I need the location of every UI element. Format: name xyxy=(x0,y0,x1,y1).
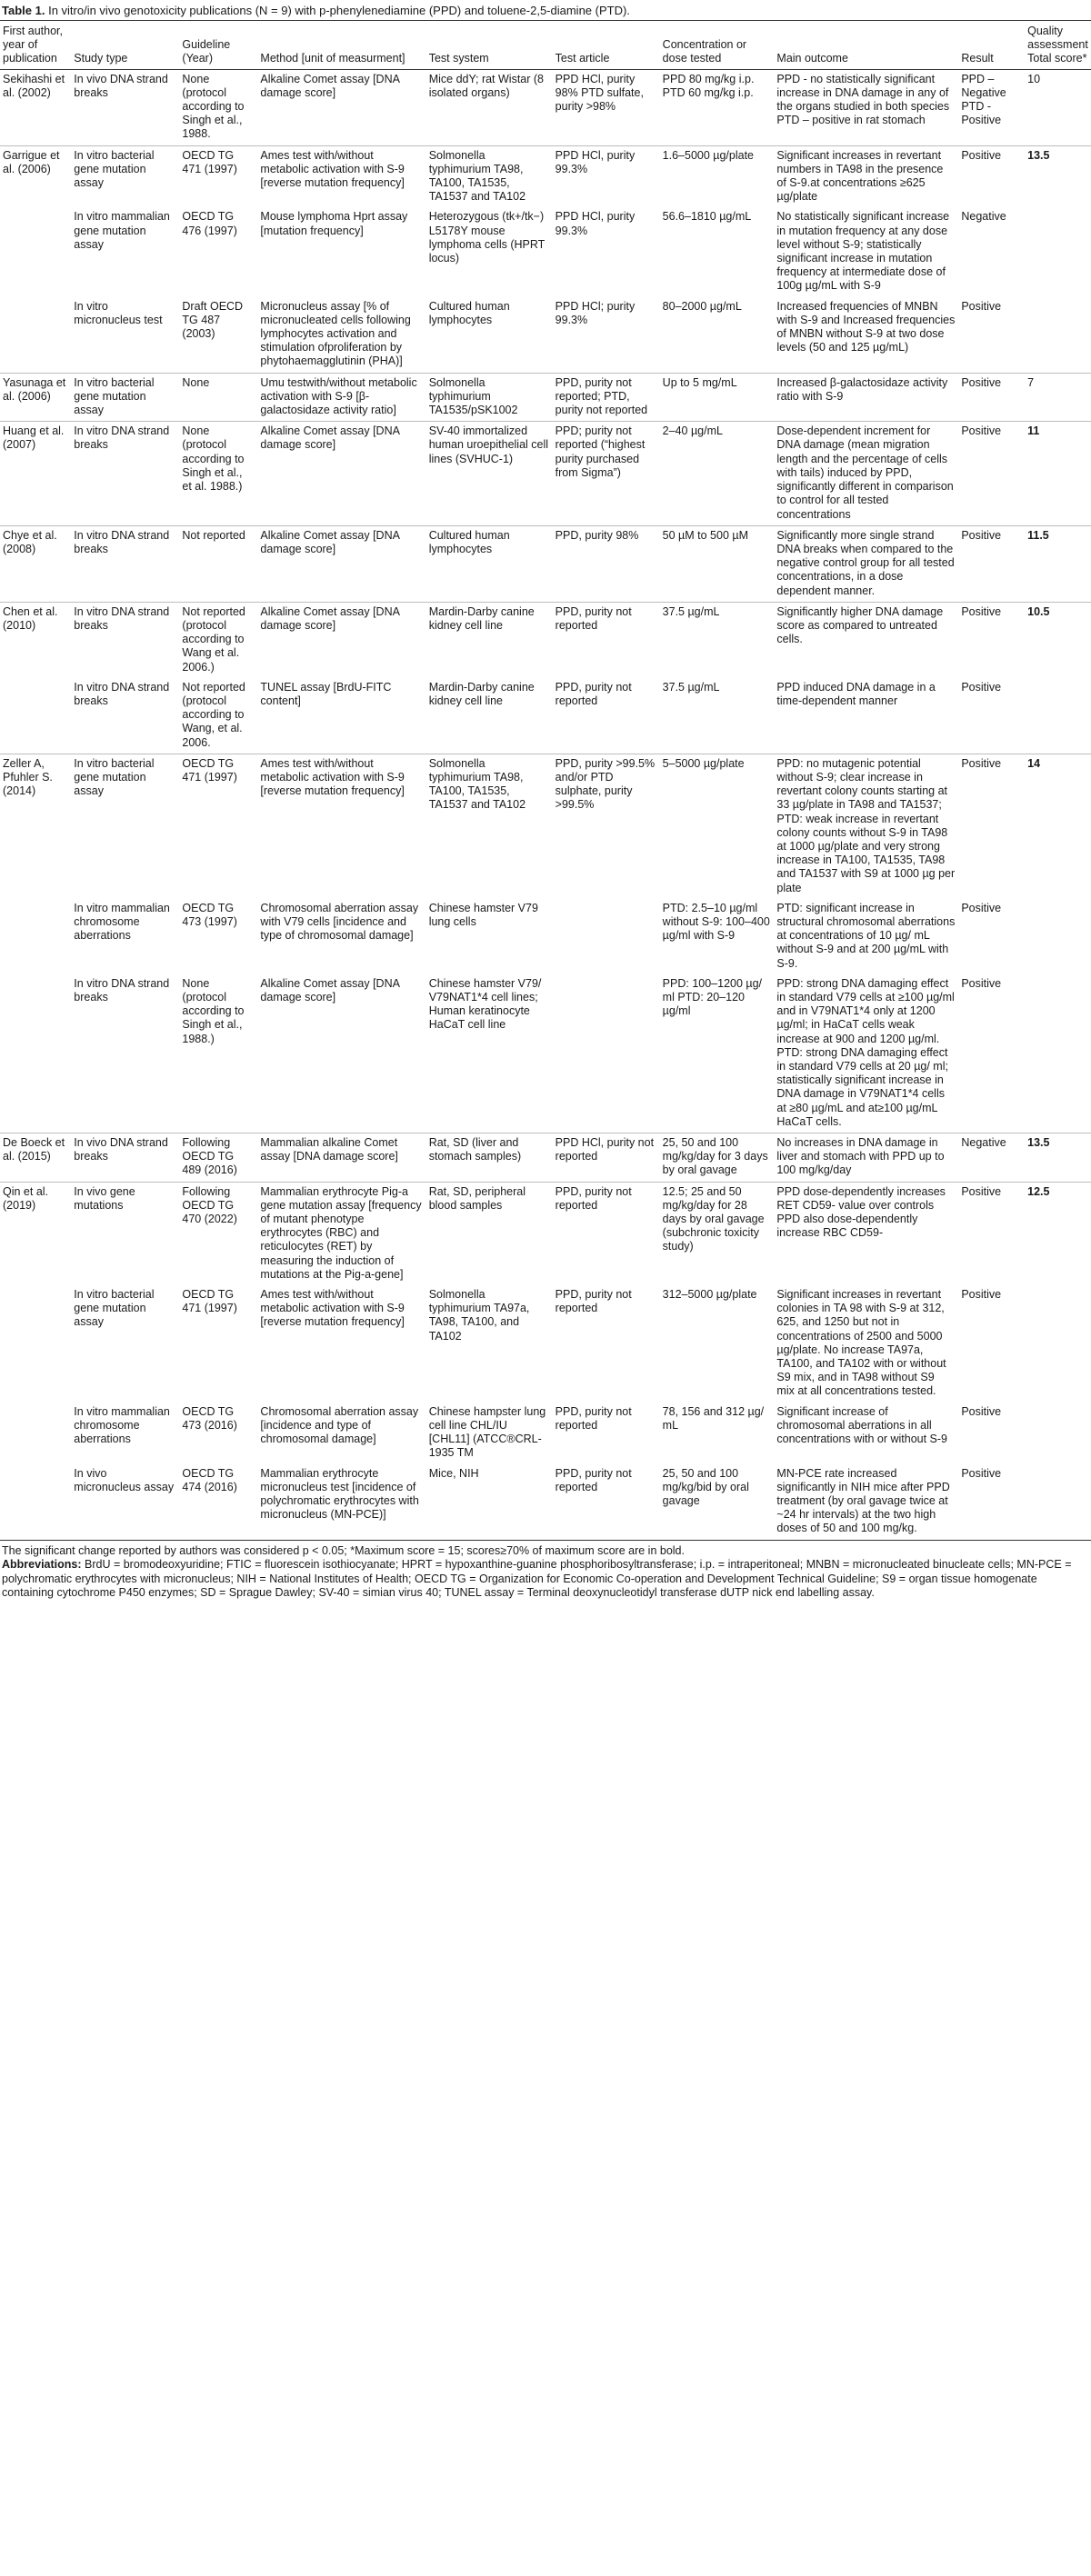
test-system-cell: Mardin-Darby canine kidney cell line xyxy=(426,602,553,678)
main-outcome-cell xyxy=(774,754,958,899)
concentration-cell: 25, 50 and 100 mg/kg/bid by oral gavage xyxy=(662,1466,749,1507)
table-row xyxy=(0,602,1091,678)
study-type-cell: In vivo DNA strand breaks xyxy=(71,1133,179,1183)
quality-score-cell: 13.5 xyxy=(1025,145,1091,207)
test-system-cell: Solmonella typhimurium TA98, TA100, TA1535, TA1537 and TA102 xyxy=(426,145,553,207)
study-type-cell: In vitro mammalian chromosome aberrations xyxy=(74,1404,170,1446)
author-cell: Zeller A, Pfuhler S. (2014) xyxy=(0,754,71,899)
result-cell: Positive xyxy=(961,680,1002,694)
guideline-cell: None xyxy=(179,373,257,422)
result-cell: Positive xyxy=(961,976,1002,990)
result-cell: Positive xyxy=(958,525,1025,602)
author-cell xyxy=(0,207,71,296)
result-cell: Negative xyxy=(961,210,1006,224)
col-test-system-header: Test system xyxy=(426,21,553,70)
col-author-header: First author, year of publication xyxy=(0,21,71,70)
test-system-cell: Chinese hamster V79 lung cells xyxy=(428,901,538,928)
outcome-line: Significantly more single strand DNA breaks when compared to the negative control group for all tested concentrations, in a dose dependent manner. xyxy=(776,528,955,597)
guideline-cell: OECD TG 473 (2016) xyxy=(182,1404,237,1432)
test-system-cell: SV-40 immortalized human uroepithelial cell lines (SVHUC-1) xyxy=(426,422,553,525)
table-row xyxy=(0,207,1091,296)
main-outcome-cell xyxy=(774,1464,958,1540)
method-cell: Mammalian erythrocyte micronucleus test [incidence of polychromatic erythrocytes with micronucleus (MN-PCE)] xyxy=(260,1466,419,1522)
test-article-cell: PPD, purity not reported xyxy=(555,1288,632,1315)
quality-score-cell xyxy=(1025,974,1091,1133)
test-system-cell: Mice ddY; rat Wistar (8 isolated organs) xyxy=(428,72,545,99)
result-cell: Negative xyxy=(958,1133,1025,1183)
concentration-cell: PPD 80 mg/kg i.p. PTD 60 mg/kg i.p. xyxy=(662,72,755,99)
author-cell: Chye et al. (2008) xyxy=(0,525,71,602)
author-cell xyxy=(0,1285,71,1403)
guideline-cell: None (protocol according to Singh et al., 1988.) xyxy=(182,976,245,1045)
guideline-cell: OECD TG 473 (1997) xyxy=(182,901,237,928)
method-cell: Micronucleus assay [% of micronucleated cells following lymphocytes activation and stimulation ofproliferation by phytohaemagglutinin (PHA)] xyxy=(260,299,411,368)
concentration-cell: PTD: 2.5–10 µg/ml without S-9: 100–400 µg/ml with S-9 xyxy=(662,901,770,943)
result-cell: Positive xyxy=(958,422,1025,525)
quality-score-cell: 12.5 xyxy=(1025,1182,1091,1285)
test-article-cell xyxy=(553,899,660,974)
study-type-cell: In vitro DNA strand breaks xyxy=(71,422,179,525)
study-type-cell: In vitro mammalian gene mutation assay xyxy=(74,210,170,251)
main-outcome-cell xyxy=(774,69,958,145)
table-row xyxy=(0,1182,1091,1285)
main-outcome-cell xyxy=(774,373,958,422)
guideline-cell: OECD TG 474 (2016) xyxy=(182,1466,237,1493)
test-system-cell: Chinese hampster lung cell line CHL/IU [CHL11] (ATCC®CRL-1935 TM xyxy=(428,1404,546,1460)
quality-score-cell xyxy=(1025,1464,1091,1540)
method-cell: Alkaline Comet assay [DNA damage score] xyxy=(260,976,400,1003)
result-cell: Positive xyxy=(958,602,1025,678)
outcome-line: No statistically significant increase in mutation frequency at any dose level without S-9; statistically significant increase in mutation frequency at intermediate dose of 100g µg/mL with S-9 xyxy=(776,210,950,293)
main-outcome-cell xyxy=(774,899,958,974)
guideline-cell: Not reported (protocol according to Wang et al. 2006.) xyxy=(179,602,257,678)
guideline-cell: Not reported (protocol according to Wang, et al. 2006. xyxy=(182,680,245,749)
concentration-cell: 12.5; 25 and 50 mg/kg/day for 28 days by oral gavage (subchronic toxicity study) xyxy=(660,1182,775,1285)
outcome-line: PTD: weak increase in revertant colony counts without S-9 in TA98 at 1000 µg/plate and very strong increase in TA100, TA1535, TA98 and TA1537 with S9 at 1000 µg per plate xyxy=(776,812,956,894)
result-cell: Positive xyxy=(958,1182,1025,1285)
quality-score-cell: 11 xyxy=(1025,422,1091,525)
result-cell: Positive xyxy=(958,754,1025,899)
table-row xyxy=(0,69,1091,145)
col-study-type-header: Study type xyxy=(71,21,179,70)
test-article-cell: PPD HCl, purity not reported xyxy=(553,1133,660,1183)
concentration-cell: PPD: 100–1200 µg/ ml PTD: 20–120 µg/ml xyxy=(662,976,763,1018)
test-system-cell: Mardin-Darby canine kidney cell line xyxy=(428,680,535,707)
table-row xyxy=(0,525,1091,602)
table-row xyxy=(0,373,1091,422)
method-cell: Mouse lymphoma Hprt assay [mutation frequency] xyxy=(260,210,408,237)
author-cell: Chen et al. (2010) xyxy=(0,602,71,678)
concentration-cell: 37.5 µg/mL xyxy=(660,602,775,678)
test-system-cell: Rat, SD, peripheral blood samples xyxy=(426,1182,553,1285)
col-guideline-header: Guideline (Year) xyxy=(179,21,257,70)
main-outcome-cell xyxy=(774,525,958,602)
method-cell: Umu testwith/without metabolic activation with S-9 [β-galactosidaze activity ratio] xyxy=(257,373,425,422)
author-cell xyxy=(0,297,71,374)
test-article-cell: PPD; purity not reported (“highest purity purchased from Sigma”) xyxy=(553,422,660,525)
guideline-cell: Following OECD TG 470 (2022) xyxy=(179,1182,257,1285)
outcome-line: Significantly higher DNA damage score as compared to untreated cells. xyxy=(776,604,944,646)
main-outcome-cell xyxy=(774,297,958,374)
outcome-line: Significant increases in revertant numbers in TA98 in the presence of S-9.at concentrations ≥625 µg/plate xyxy=(776,148,944,204)
test-article-cell: PPD, purity not reported xyxy=(553,602,660,678)
outcome-line: PPD - no statistically significant increase in DNA damage in any of the organs studied in both species xyxy=(776,72,950,114)
test-article-cell xyxy=(553,974,660,1133)
table-row xyxy=(0,1403,1091,1464)
quality-score-cell xyxy=(1025,207,1091,296)
table-row xyxy=(0,1133,1091,1183)
table-title: In vitro/in vivo genotoxicity publications (N = 9) with p-phenylenediamine (PPD) and toluene-2,5-diamine (PTD). xyxy=(48,4,630,17)
method-cell: Alkaline Comet assay [DNA damage score] xyxy=(257,602,425,678)
main-outcome-cell xyxy=(774,1285,958,1403)
study-type-cell: In vitro bacterial gene mutation assay xyxy=(71,754,179,899)
method-cell: Alkaline Comet assay [DNA damage score] xyxy=(257,422,425,525)
table-header xyxy=(0,21,1091,70)
guideline-cell: None (protocol according to Singh et al., et al. 1988.) xyxy=(179,422,257,525)
test-article-cell: PPD, purity not reported; PTD, purity not reported xyxy=(553,373,660,422)
main-outcome-cell xyxy=(774,422,958,525)
method-cell: Ames test with/without metabolic activation with S-9 [reverse mutation frequency] xyxy=(260,1288,405,1329)
method-cell: Mammalian alkaline Comet assay [DNA damage score] xyxy=(257,1133,425,1183)
test-system-cell: Rat, SD (liver and stomach samples) xyxy=(426,1133,553,1183)
table-row xyxy=(0,754,1091,899)
table-row xyxy=(0,297,1091,374)
result-cell: Positive xyxy=(961,299,1002,313)
main-outcome-cell xyxy=(774,207,958,296)
guideline-cell: OECD TG 471 (1997) xyxy=(179,145,257,207)
author-cell xyxy=(0,1403,71,1464)
test-article-cell: PPD HCl, purity 99.3% xyxy=(553,145,660,207)
test-system-cell: Cultured human lymphocytes xyxy=(428,299,510,326)
outcome-line: Dose-dependent increment for DNA damage (mean migration length and the percentage of cells with tails) induced by PPD, significantly different in comparison to control for all tested concentrations xyxy=(776,424,954,521)
study-type-cell: In vitro bacterial gene mutation assay xyxy=(71,373,179,422)
test-system-cell: Mice, NIH xyxy=(428,1466,479,1480)
study-type-cell: In vitro DNA strand breaks xyxy=(74,976,170,1003)
table-notes xyxy=(0,1540,1091,1601)
author-cell xyxy=(0,899,71,974)
table-row xyxy=(0,974,1091,1133)
result-cell: Positive xyxy=(961,1404,1002,1418)
concentration-cell: 56.6–1810 µg/mL xyxy=(662,210,752,224)
test-article-cell: PPD, purity not reported xyxy=(553,1182,660,1285)
quality-score-cell: 13.5 xyxy=(1025,1133,1091,1183)
result-cell: Positive xyxy=(961,1466,1002,1480)
col-main-outcome-header: Main outcome xyxy=(774,21,958,70)
guideline-cell: Not reported xyxy=(179,525,257,602)
result-cell: Positive xyxy=(958,373,1025,422)
main-outcome-cell xyxy=(774,602,958,678)
quality-score-cell xyxy=(1025,899,1091,974)
method-cell: Alkaline Comet assay [DNA damage score] xyxy=(257,525,425,602)
outcome-line: PPD: no mutagenic potential without S-9; clear increase in revertant colony counts starting at 33 µg/plate in TA98 and TA1537; xyxy=(776,756,948,812)
concentration-cell: 25, 50 and 100 mg/kg/day for 3 days by oral gavage xyxy=(660,1133,775,1183)
test-article-cell: PPD, purity not reported xyxy=(555,680,632,707)
study-type-cell: In vitro bacterial gene mutation assay xyxy=(71,145,179,207)
table-row xyxy=(0,422,1091,525)
table-row xyxy=(0,678,1091,754)
concentration-cell: Up to 5 mg/mL xyxy=(660,373,775,422)
concentration-cell: 1.6–5000 µg/plate xyxy=(660,145,775,207)
guideline-cell: OECD TG 471 (1997) xyxy=(182,1288,237,1315)
author-cell: Huang et al. (2007) xyxy=(0,422,71,525)
concentration-cell: 78, 156 and 312 µg/ mL xyxy=(662,1404,765,1432)
main-outcome-cell xyxy=(774,1182,958,1285)
guideline-cell: Following OECD TG 489 (2016) xyxy=(179,1133,257,1183)
genotoxicity-table xyxy=(0,20,1091,1540)
author-cell xyxy=(0,1464,71,1540)
result-cell: PPD – Negative PTD - Positive xyxy=(961,72,1006,127)
abbreviations-note xyxy=(2,1558,1089,1601)
table-caption xyxy=(0,0,1091,20)
outcome-line: PTD: strong DNA damaging effect in standard V79 cells at 20 µg/ ml; statistically significant increase in DNA damage in V79NAT1*4 cells at ≥80 µg/mL and at≥100 µg/mL HaCaT cells. xyxy=(776,1045,948,1128)
author-cell xyxy=(0,678,71,754)
table-row xyxy=(0,1285,1091,1403)
test-article-cell: PPD, purity 98% xyxy=(553,525,660,602)
header-row xyxy=(0,21,1091,70)
outcome-line: No increases in DNA damage in liver and stomach with PPD up to 100 mg/kg/day xyxy=(776,1136,945,1177)
quality-score-cell xyxy=(1025,678,1091,754)
abbreviations-text: BrdU = bromodeoxyuridine; FTIC = fluorescein isothiocyanate; HPRT = hypoxanthine-guanine phosphoribosyltransferase; i.p. = intraperitoneal; MNBN = micronucleated binucleate cells; MN-PCE = polychromatic erythrocytes with micronucleus; NIH = National Institutes of Health; OECD TG = Organization for Economic Co-operation and Development Technical Guideline; S9 = organ tissue homogenate containing cytochrome P450 enzymes; SD = Sprague Dawley; SV-40 = simian virus 40; TUNEL assay = Terminal deoxynucleotidyl transferase dUTP nick end labelling assay. xyxy=(2,1558,1072,1600)
study-type-cell: In vitro mammalian chromosome aberrations xyxy=(74,901,170,943)
guideline-cell: OECD TG 476 (1997) xyxy=(182,210,237,237)
col-method-header: Method [unit of measurment] xyxy=(257,21,425,70)
result-cell: Positive xyxy=(961,901,1002,914)
author-cell: Sekihashi et al. (2002) xyxy=(3,72,65,99)
concentration-cell: 2–40 µg/mL xyxy=(660,422,775,525)
guideline-cell: None (protocol according to Singh et al., 1988. xyxy=(182,72,245,141)
quality-score-cell: 10 xyxy=(1027,72,1041,85)
study-type-cell: In vitro DNA strand breaks xyxy=(71,602,179,678)
study-type-cell: In vivo DNA strand breaks xyxy=(74,72,168,99)
main-outcome-cell xyxy=(774,678,958,754)
method-cell: Ames test with/without metabolic activation with S-9 [reverse mutation frequency] xyxy=(257,145,425,207)
study-type-cell: In vivo micronucleus assay xyxy=(74,1466,175,1493)
author-cell: Garrigue et al. (2006) xyxy=(0,145,71,207)
outcome-line: PPD also dose-dependently increase RBC CD59- xyxy=(776,1213,918,1240)
concentration-cell: 80–2000 µg/mL xyxy=(662,299,742,313)
author-cell xyxy=(0,974,71,1133)
method-cell: Chromosomal aberration assay with V79 cells [incidence and type of chromosomal damage] xyxy=(260,901,419,943)
main-outcome-cell xyxy=(774,1403,958,1464)
test-system-cell: Chinese hamster V79/ V79NAT1*4 cell lines; Human keratinocyte HaCaT cell line xyxy=(428,976,542,1032)
test-system-cell: Cultured human lymphocytes xyxy=(426,525,553,602)
outcome-line: MN-PCE rate increased significantly in NIH mice after PPD treatment (by oral gavage twice at ~24 hr intervals) at the two high doses of 50 and 100 mg/kg. xyxy=(776,1466,950,1535)
table-row xyxy=(0,899,1091,974)
outcome-line: Increased β-galactosidaze activity ratio with S-9 xyxy=(776,375,948,403)
col-test-article-header: Test article xyxy=(553,21,660,70)
test-article-cell: PPD HCl; purity 99.3% xyxy=(555,299,636,326)
test-article-cell: PPD, purity not reported xyxy=(555,1466,632,1493)
test-system-cell: Solmonella typhimurium TA98, TA100, TA1535, TA1537 and TA102 xyxy=(426,754,553,899)
method-cell: Ames test with/without metabolic activation with S-9 [reverse mutation frequency] xyxy=(257,754,425,899)
outcome-line: Significant increase of chromosomal aberrations in all concentrations with or without S-9 xyxy=(776,1404,947,1446)
test-article-cell: PPD HCl, purity 98% PTD sulfate, purity >98% xyxy=(555,72,644,114)
result-cell: Positive xyxy=(961,1288,1002,1302)
test-system-cell: Heterozygous (tk+/tk−) L5178Y mouse lymphoma cells (HPRT locus) xyxy=(428,210,546,265)
col-concentration-header: Concentration or dose tested xyxy=(660,21,775,70)
col-quality-score-header: Quality assessment Total score* xyxy=(1025,21,1091,70)
table-row xyxy=(0,145,1091,207)
study-type-cell: In vitro DNA strand breaks xyxy=(71,525,179,602)
test-system-cell: Solmonella typhimurium TA1535/pSK1002 xyxy=(426,373,553,422)
outcome-line: PTD – positive in rat stomach xyxy=(776,114,926,127)
test-article-cell: PPD, purity not reported xyxy=(555,1404,632,1432)
study-type-cell: In vitro bacterial gene mutation assay xyxy=(74,1288,155,1329)
main-outcome-cell xyxy=(774,974,958,1133)
study-type-cell: In vitro micronucleus test xyxy=(74,299,163,326)
quality-score-cell: 10.5 xyxy=(1025,602,1091,678)
quality-score-cell: 14 xyxy=(1025,754,1091,899)
table-row xyxy=(0,1464,1091,1540)
test-article-cell: PPD HCl, purity 99.3% xyxy=(555,210,636,237)
guideline-cell: OECD TG 471 (1997) xyxy=(179,754,257,899)
author-cell: Yasunaga et al. (2006) xyxy=(0,373,71,422)
author-cell: De Boeck et al. (2015) xyxy=(0,1133,71,1183)
quality-score-cell: 7 xyxy=(1025,373,1091,422)
method-cell: Alkaline Comet assay [DNA damage score] xyxy=(260,72,400,99)
study-type-cell: In vitro DNA strand breaks xyxy=(74,680,170,707)
table-label: Table 1. xyxy=(2,4,45,17)
outcome-line: PTD: significant increase in structural chromosomal aberrations at concentrations of 10 µg/ mL without S-9 and at 200 µg/mL with S-9. xyxy=(776,901,956,970)
significance-footnote: The significant change reported by authors was considered p < 0.05; *Maximum score = 15; scores≥70% of maximum score are in bold. xyxy=(2,1543,685,1557)
outcome-line: PPD induced DNA damage in a time-dependent manner xyxy=(776,680,936,707)
concentration-cell: 50 µM to 500 µM xyxy=(660,525,775,602)
concentration-cell: 312–5000 µg/plate xyxy=(662,1288,757,1302)
main-outcome-cell xyxy=(774,145,958,207)
result-cell: Positive xyxy=(958,145,1025,207)
table-body xyxy=(0,69,1091,1539)
quality-score-cell xyxy=(1025,1403,1091,1464)
method-cell: TUNEL assay [BrdU-FITC content] xyxy=(260,680,392,707)
outcome-line: PPD dose-dependently increases RET CD59- value over controls xyxy=(776,1184,946,1212)
guideline-cell: Draft OECD TG 487 (2003) xyxy=(182,299,244,341)
main-outcome-cell xyxy=(774,1133,958,1183)
author-cell: Qin et al. (2019) xyxy=(0,1182,71,1285)
quality-score-cell: 11.5 xyxy=(1025,525,1091,602)
test-system-cell: Solmonella typhimurium TA97a, TA98, TA100, and TA102 xyxy=(428,1288,530,1343)
outcome-line: Significant increases in revertant colonies in TA 98 with S-9 at 312, 625, and 1250 but not in concentrations of 2500 and 5000 µg/plate. No increase TA97a, TA100, and TA102 with or without S9 mix, and in TA98 without S9 mix at all concentrations tested. xyxy=(776,1288,946,1398)
method-cell: Mammalian erythrocyte Pig-a gene mutation assay [frequency of mutant phenotype erythrocytes (RBC) and reticulocytes (RET) by measuring the induction of mutations at the Pig-a-gene] xyxy=(257,1182,425,1285)
method-cell: Chromosomal aberration assay [incidence and type of chromosomal damage] xyxy=(260,1404,419,1446)
outcome-line: PPD: strong DNA damaging effect in standard V79 cells at ≥100 µg/ml and in V79NAT1*4 only at 1200 µg/ml; in HaCaT cells weak increase at 900 and 1200 µg/ml. xyxy=(776,976,955,1045)
concentration-cell: 37.5 µg/mL xyxy=(662,680,720,694)
test-article-cell: PPD, purity >99.5% and/or PTD sulphate, purity >99.5% xyxy=(553,754,660,899)
quality-score-cell xyxy=(1025,297,1091,374)
abbreviations-label: Abbreviations: xyxy=(2,1558,82,1572)
outcome-line: Increased frequencies of MNBN with S-9 and Increased frequencies of MNBN without S-9 at two dose levels (50 and 125 µg/mL) xyxy=(776,299,956,354)
concentration-cell: 5–5000 µg/plate xyxy=(660,754,775,899)
quality-score-cell xyxy=(1025,1285,1091,1403)
col-result-header: Result xyxy=(958,21,1025,70)
study-type-cell: In vivo gene mutations xyxy=(71,1182,179,1285)
